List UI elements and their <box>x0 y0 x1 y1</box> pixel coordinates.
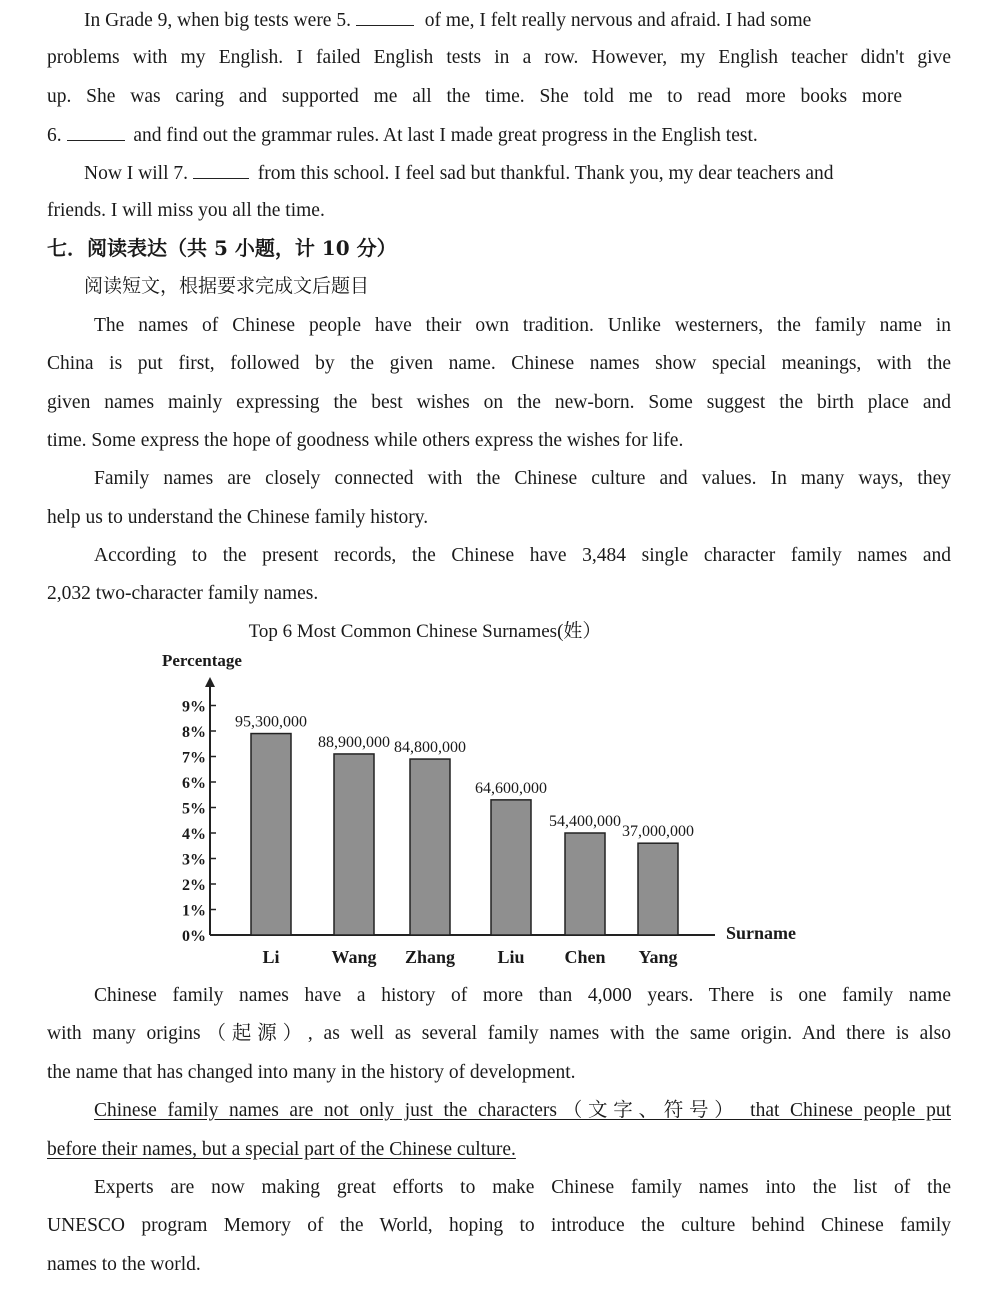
bar-value-label: 88,900,000 <box>318 733 390 751</box>
article-p6-line-3: names to the world. <box>47 1254 201 1275</box>
bar-value-label: 37,000,000 <box>622 823 694 841</box>
text-segment: In Grade 9, when big tests were 5. <box>84 10 351 31</box>
article-p2-line-1: Family names are closely connected with the Chinese culture and values. In many ways, they <box>94 468 951 489</box>
x-tick-label: Li <box>262 947 280 967</box>
article-p5-line-1: Chinese family names are not only just the characters（文字、符号） that Chinese people put <box>94 1100 951 1121</box>
x-tick-label: Liu <box>497 947 525 967</box>
answer-blank-7[interactable] <box>193 161 249 179</box>
text-segment: 6. <box>47 125 62 146</box>
chart-title: Top 6 Most Common Chinese Surnames(姓） <box>248 621 602 642</box>
x-tick-label: Wang <box>331 947 377 967</box>
bar-value-label: 64,600,000 <box>475 779 547 797</box>
article-p1-line-4: time. Some express the hope of goodness while others express the wishes for life. <box>47 430 684 451</box>
article-p4-line-1: Chinese family names have a history of more than 4,000 years. There is one family name <box>94 985 951 1006</box>
y-tick-label: 0% <box>182 928 206 945</box>
article-p4-line-2: with many origins（起源）, as well as several family names with the same origin. And there is also <box>47 1023 951 1044</box>
y-axis-arrow-icon <box>205 677 215 687</box>
answer-blank-5[interactable] <box>356 8 414 26</box>
article-p4-line-3: the name that has changed into many in the history of development. <box>47 1062 576 1083</box>
passage-line-5 <box>84 161 834 186</box>
bar-yang <box>638 843 678 935</box>
x-tick-label: Chen <box>564 947 606 967</box>
answer-blank-6[interactable] <box>67 123 125 141</box>
y-tick-label: 2% <box>182 877 206 894</box>
y-tick-label: 4% <box>182 826 206 843</box>
bar-wang <box>334 754 374 935</box>
bar-value-label: 84,800,000 <box>394 739 466 757</box>
passage-line-1 <box>84 8 811 33</box>
text-segment: and find out the grammar rules. At last I made great progress in the English test. <box>133 125 758 146</box>
passage-line-2: problems with my English. I failed English tests in a row. However, my English teacher didn't give <box>47 47 951 68</box>
x-tick-label: Zhang <box>404 947 456 967</box>
bar-value-label: 95,300,000 <box>235 713 307 731</box>
y-tick-label: 9% <box>182 698 206 716</box>
x-tick-label: Yang <box>638 947 678 967</box>
article-p3-line-1: According to the present records, the Chinese have 3,484 single character family names and <box>94 545 951 566</box>
text-segment: from this school. I feel sad but thankful. Thank you, my dear teachers and <box>257 163 834 184</box>
section-heading: 七．阅读表达（共 5 小题，计 10 分） <box>47 236 397 260</box>
y-tick-label: 5% <box>182 800 206 818</box>
y-tick-label: 3% <box>182 851 206 869</box>
text-segment: of me, I felt really nervous and afraid. I had some <box>424 10 812 31</box>
y-tick-label: 8% <box>182 724 206 741</box>
bar-value-label: 54,400,000 <box>549 813 621 830</box>
article-p2-line-2: help us to understand the Chinese family history. <box>47 507 429 528</box>
article-p6-line-2: UNESCO program Memory of the World, hoping to introduce the culture behind Chinese family <box>47 1215 951 1236</box>
bar-chen <box>565 833 605 935</box>
article-p3-line-2: 2,032 two-character family names. <box>47 583 319 604</box>
section-instruction: 阅读短文，根据要求完成文后题目 <box>84 275 370 297</box>
article-p5-line-2: before their names, but a special part of the Chinese culture. <box>47 1139 516 1160</box>
passage-line-3: up. She was caring and supported me all the time. She told me to read more books more <box>47 86 902 107</box>
article-p1-line-3: given names mainly expressing the best wishes on the new-born. Some suggest the birth place and <box>47 392 951 413</box>
bar-zhang <box>410 759 450 935</box>
y-tick-label: 1% <box>182 902 206 920</box>
surname-bar-chart <box>150 615 830 975</box>
bar-liu <box>491 800 531 935</box>
article-p1-line-2: China is put first, followed by the given name. Chinese names show special meanings, with the <box>47 353 951 374</box>
bar-li <box>251 734 291 935</box>
text-segment: Now I will 7. <box>84 163 188 184</box>
y-tick-label: 7% <box>182 749 206 767</box>
y-tick-label: 6% <box>182 775 206 792</box>
article-p6-line-1: Experts are now making great efforts to make Chinese family names into the list of the <box>94 1177 951 1198</box>
passage-line-6: friends. I will miss you all the time. <box>47 200 325 221</box>
y-axis-label: Percentage <box>162 651 242 670</box>
article-p1-line-1: The names of Chinese people have their own tradition. Unlike westerners, the family name in <box>94 315 951 336</box>
passage-line-4 <box>47 123 758 148</box>
x-axis-label: Surname <box>726 923 797 943</box>
